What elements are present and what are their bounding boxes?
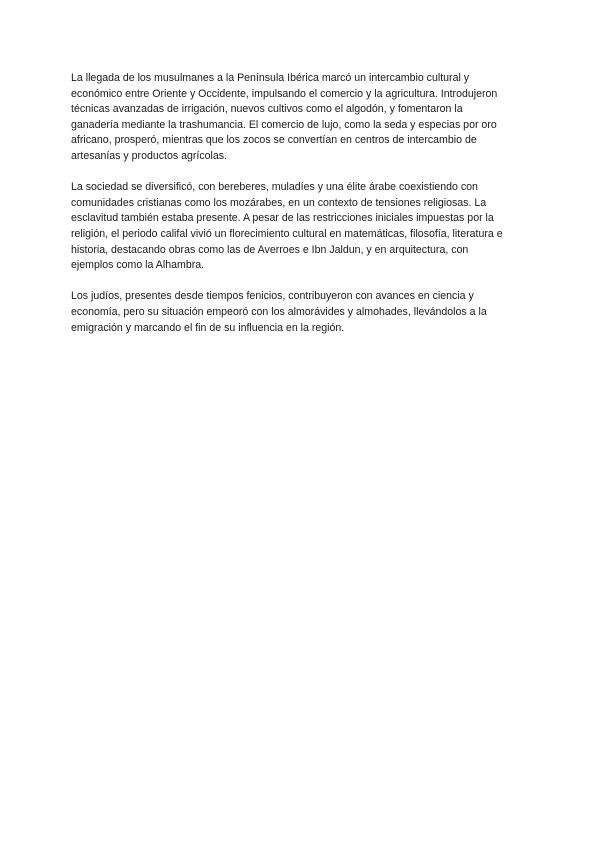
text-line: técnicas avanzadas de irrigación, nuevos cultivos como el algodón, y fomentaron la bbox=[71, 103, 463, 116]
document-body bbox=[71, 71, 531, 352]
text-line: emigración y marcando el fin de su influencia en la región. bbox=[71, 321, 345, 334]
text-line: africano, prosperó, mientras que los zocos se convertían en centros de intercambio de bbox=[71, 134, 477, 147]
text-line: esclavitud también estaba presente. A pesar de las restricciones iniciales impuestas por la bbox=[71, 212, 494, 225]
text-line: ejemplos como la Alhambra. bbox=[71, 259, 205, 272]
text-line: económico entre Oriente y Occidente, impulsando el comercio y la agricultura. Introdujeron bbox=[71, 87, 498, 100]
text-line: artesanías y productos agrícolas. bbox=[71, 149, 228, 162]
text-line: ganadería mediante la trashumancia. El comercio de lujo, como la seda y especias por oro bbox=[71, 118, 497, 131]
paragraph-society bbox=[71, 180, 531, 274]
text-line: La llegada de los musulmanes a la Península Ibérica marcó un intercambio cultural y bbox=[71, 72, 470, 84]
paragraph-economy bbox=[71, 71, 531, 165]
text-line: religión, el periodo califal vivió un florecimiento cultural en matemáticas, filosofía, literatura e bbox=[71, 227, 503, 240]
text-line: comunidades cristianas como los mozárabes, en un contexto de tensiones religiosas. La bbox=[71, 196, 487, 209]
text-line: Los judíos, presentes desde tiempos fenicios, contribuyeron con avances en ciencia y bbox=[71, 290, 474, 303]
paragraph-jews bbox=[71, 289, 531, 336]
text-line: economía, pero su situación empeoró con los almorávides y almohades, llevándolos a la bbox=[71, 305, 487, 318]
text-line: La sociedad se diversificó, con bereberes, muladíes y una élite árabe coexistiendo con bbox=[71, 181, 478, 194]
text-line: historia, destacando obras como las de Averroes e Ibn Jaldun, y en arquitectura, con bbox=[71, 243, 469, 256]
